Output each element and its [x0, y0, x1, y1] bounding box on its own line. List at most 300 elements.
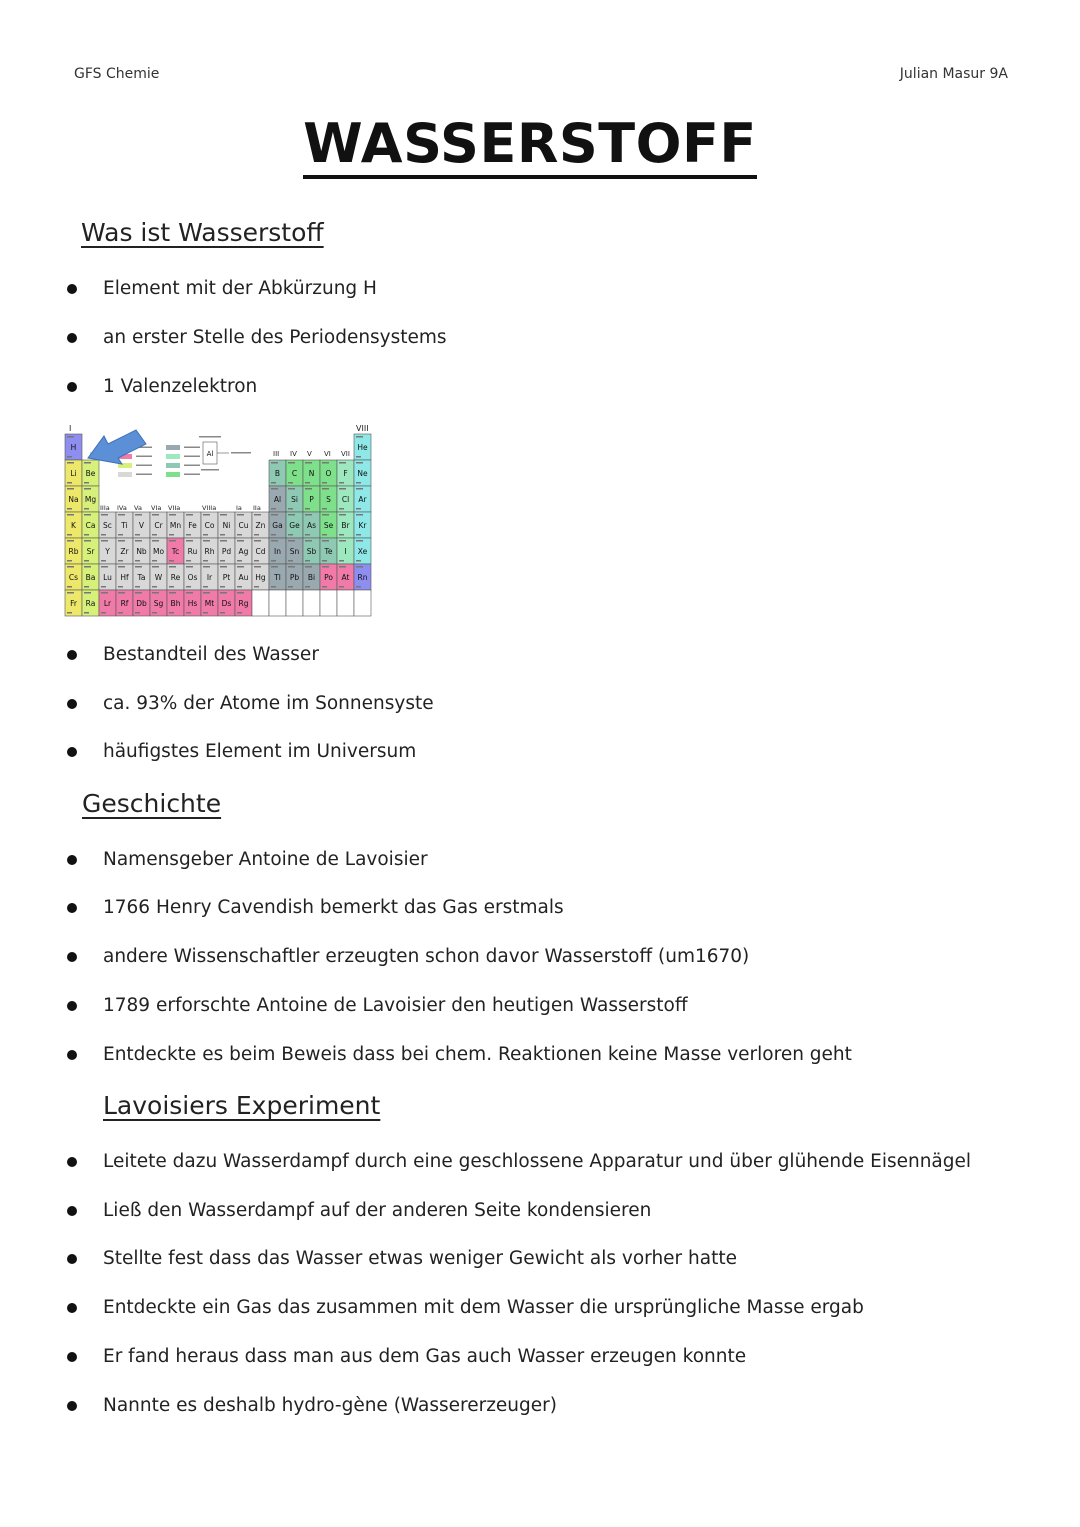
- element-symbol: Rn: [357, 573, 368, 582]
- mass-mark: [203, 566, 210, 568]
- element-symbol: Ni: [222, 521, 231, 530]
- bullet-dot: [67, 1206, 77, 1216]
- element-symbol: Sg: [153, 599, 164, 608]
- list-item: [60, 1147, 1060, 1177]
- number-mark: [339, 508, 344, 510]
- list-item: [60, 1342, 1060, 1372]
- mass-mark: [271, 540, 278, 542]
- mass-mark: [288, 462, 295, 464]
- element-symbol: Rh: [204, 547, 215, 556]
- mass-mark: [203, 540, 210, 542]
- element-symbol: O: [325, 469, 332, 478]
- mass-mark: [135, 540, 142, 542]
- element-symbol: Rg: [238, 599, 249, 608]
- mass-mark: [339, 488, 346, 490]
- element-symbol: Fe: [188, 521, 197, 530]
- mass-mark: [67, 540, 74, 542]
- subgroup-label: IVa: [117, 504, 127, 512]
- element-symbol: Ne: [357, 469, 368, 478]
- mass-mark: [305, 514, 312, 516]
- bullet-dot: [67, 1157, 77, 1167]
- element-symbol: Hg: [255, 573, 266, 582]
- number-mark: [67, 482, 72, 484]
- mass-mark: [101, 592, 108, 594]
- element-symbol: In: [274, 547, 281, 556]
- mass-mark: [356, 514, 363, 516]
- mass-mark: [305, 488, 312, 490]
- list-item: [60, 323, 1060, 353]
- list-item: [60, 737, 1060, 767]
- element-symbol: Cs: [68, 573, 79, 582]
- element-symbol: Ba: [85, 573, 96, 582]
- mass-mark: [356, 488, 363, 490]
- element-symbol: Te: [324, 547, 333, 556]
- mass-mark: [84, 488, 91, 490]
- number-mark: [322, 534, 327, 536]
- section-heading-geschichte: Geschichte: [82, 789, 222, 818]
- number-mark: [305, 534, 310, 536]
- mass-mark: [186, 566, 193, 568]
- periodic-table-svg: [64, 424, 372, 620]
- bullet-dot: [67, 650, 77, 660]
- element-symbol: Po: [324, 573, 333, 582]
- number-mark: [305, 586, 310, 588]
- mass-mark: [322, 488, 329, 490]
- element-symbol: Cu: [238, 521, 249, 530]
- mass-mark: [356, 462, 363, 464]
- legend-text-mark: [136, 456, 152, 458]
- list-item-text: ca. 93% der Atome im Sonnensyste: [103, 693, 434, 714]
- subgroup-label: Va: [134, 504, 142, 512]
- mass-mark: [305, 540, 312, 542]
- number-mark: [356, 482, 361, 484]
- mass-mark: [67, 462, 74, 464]
- mass-mark: [67, 436, 74, 438]
- mass-mark: [339, 514, 346, 516]
- list-item-text: Entdeckte es beim Beweis dass bei chem. Reaktionen keine Masse verloren geht: [103, 1044, 852, 1065]
- element-symbol: Lr: [103, 599, 112, 608]
- number-mark: [356, 560, 361, 562]
- mass-mark: [152, 566, 159, 568]
- element-symbol: Al: [273, 495, 282, 504]
- legend-text-mark: [184, 474, 200, 476]
- bullet-dot: [67, 1050, 77, 1060]
- element-symbol: Cl: [341, 495, 350, 504]
- mass-mark: [220, 514, 227, 516]
- mass-mark: [169, 592, 176, 594]
- number-mark: [67, 560, 72, 562]
- number-mark: [203, 560, 208, 562]
- number-mark: [322, 560, 327, 562]
- mass-mark: [169, 566, 176, 568]
- number-mark: [339, 534, 344, 536]
- group-label: VIII: [356, 424, 369, 433]
- number-mark: [152, 560, 157, 562]
- element-symbol: Mn: [169, 521, 182, 530]
- mass-mark: [101, 514, 108, 516]
- number-mark: [288, 508, 293, 510]
- header-subject: GFS Chemie: [74, 66, 160, 82]
- mass-mark: [118, 540, 125, 542]
- number-mark: [169, 534, 174, 536]
- element-symbol: Na: [68, 495, 79, 504]
- mass-mark: [169, 540, 176, 542]
- group-label: IV: [290, 450, 297, 458]
- element-symbol: Sr: [86, 547, 95, 556]
- legend-text-mark: [136, 465, 152, 467]
- mass-mark: [339, 540, 346, 542]
- number-mark: [356, 534, 361, 536]
- element-symbol: Br: [341, 521, 350, 530]
- mass-mark: [186, 514, 193, 516]
- element-symbol: Zn: [255, 521, 266, 530]
- page-title-text: WASSERSTOFF: [303, 113, 757, 179]
- number-mark: [220, 534, 225, 536]
- number-mark: [84, 612, 89, 614]
- mass-mark: [339, 566, 346, 568]
- number-mark: [118, 586, 123, 588]
- bullet-dot: [67, 1401, 77, 1411]
- bullet-dot: [67, 747, 77, 757]
- number-mark: [84, 586, 89, 588]
- list-item-text: Entdeckte ein Gas das zusammen mit dem Wasser die ursprüngliche Masse ergab: [103, 1297, 864, 1318]
- element-symbol: Au: [238, 573, 249, 582]
- number-mark: [152, 586, 157, 588]
- list-item-text: Er fand heraus dass man aus dem Gas auch Wasser erzeugen konnte: [103, 1346, 747, 1367]
- list-item-text: Leitete dazu Wasserdampf durch eine geschlossene Apparatur und über glühende Eisennägel: [103, 1151, 972, 1172]
- number-mark: [237, 560, 242, 562]
- element-symbol: Ti: [121, 521, 128, 530]
- mass-mark: [203, 592, 210, 594]
- group-label: VI: [324, 450, 331, 458]
- mass-mark: [237, 514, 244, 516]
- number-mark: [271, 586, 276, 588]
- number-mark: [271, 560, 276, 562]
- mass-mark: [322, 540, 329, 542]
- empty-cell: [337, 590, 354, 616]
- legend-text-mark: [184, 447, 200, 449]
- group-label: V: [307, 450, 312, 458]
- number-mark: [339, 482, 344, 484]
- element-symbol: Pd: [221, 547, 232, 556]
- element-symbol: Zr: [120, 547, 129, 556]
- element-symbol: Nb: [136, 547, 147, 556]
- mass-mark: [84, 514, 91, 516]
- mass-mark: [356, 540, 363, 542]
- number-mark: [271, 508, 276, 510]
- list-item-text: andere Wissenschaftler erzeugten schon davor Wasserstoff (um1670): [103, 946, 750, 967]
- header-author: Julian Masur 9A: [899, 66, 1008, 82]
- list-item-text: Ließ den Wasserdampf auf der anderen Seite kondensieren: [103, 1200, 652, 1221]
- number-mark: [186, 560, 191, 562]
- element-symbol: Ir: [206, 573, 213, 582]
- number-mark: [135, 612, 140, 614]
- mass-mark: [220, 540, 227, 542]
- mass-mark: [186, 540, 193, 542]
- mass-mark: [67, 566, 74, 568]
- number-mark: [135, 560, 140, 562]
- list-item: [60, 991, 1060, 1021]
- number-mark: [186, 534, 191, 536]
- mass-mark: [152, 540, 159, 542]
- element-symbol: Rb: [68, 547, 79, 556]
- number-mark: [254, 586, 259, 588]
- bullet-dot: [67, 1303, 77, 1313]
- number-mark: [220, 586, 225, 588]
- element-symbol: Li: [70, 469, 77, 478]
- element-symbol: Cd: [255, 547, 266, 556]
- bullet-dot: [67, 855, 77, 865]
- mass-mark: [271, 514, 278, 516]
- bullet-dot: [67, 1352, 77, 1362]
- mass-mark: [135, 514, 142, 516]
- mass-mark: [288, 514, 295, 516]
- number-mark: [67, 534, 72, 536]
- list-item-text: Nannte es deshalb hydro-gène (Wassererzeuger): [103, 1395, 557, 1416]
- mass-mark: [271, 462, 278, 464]
- element-symbol: F: [343, 469, 348, 478]
- list-item-text: 1 Valenzelektron: [103, 376, 258, 397]
- element-symbol: Co: [204, 521, 215, 530]
- list-item-text: Element mit der Abkürzung H: [103, 278, 377, 299]
- element-symbol: Ru: [187, 547, 198, 556]
- mass-mark: [288, 566, 295, 568]
- list-item: [60, 1293, 1060, 1323]
- subgroup-label: Ia: [236, 504, 242, 512]
- list-item: [60, 689, 1060, 719]
- element-symbol: Hs: [187, 599, 198, 608]
- empty-cell: [286, 590, 303, 616]
- element-symbol: At: [341, 573, 350, 582]
- list-item: [60, 274, 1060, 304]
- number-mark: [67, 456, 72, 458]
- mass-mark: [356, 436, 363, 438]
- number-mark: [356, 456, 361, 458]
- bullet-dot: [67, 1001, 77, 1011]
- page-title: [0, 112, 1060, 179]
- legend-swatch: [166, 445, 180, 450]
- element-symbol: Ag: [238, 547, 249, 556]
- number-mark: [101, 586, 106, 588]
- number-mark: [288, 534, 293, 536]
- element-symbol: Lu: [103, 573, 112, 582]
- number-mark: [203, 586, 208, 588]
- mass-mark: [237, 566, 244, 568]
- list-item-text: an erster Stelle des Periodensystems: [103, 327, 447, 348]
- number-mark: [237, 534, 242, 536]
- mass-mark: [254, 566, 261, 568]
- element-symbol: Mt: [204, 599, 215, 608]
- mass-mark: [322, 514, 329, 516]
- element-symbol: Pb: [289, 573, 300, 582]
- subgroup-label: VIIa: [168, 504, 181, 512]
- element-symbol: Mg: [84, 495, 97, 504]
- element-symbol: K: [71, 521, 76, 530]
- mass-mark: [118, 566, 125, 568]
- legend-text-mark: [201, 469, 219, 471]
- number-mark: [339, 560, 344, 562]
- number-mark: [288, 586, 293, 588]
- element-symbol: Tl: [274, 573, 281, 582]
- list-item-text: häufigstes Element im Universum: [103, 741, 417, 762]
- number-mark: [254, 560, 259, 562]
- list-item-text: 1789 erforschte Antoine de Lavoisier den heutigen Wasserstoff: [103, 995, 688, 1016]
- list-item-text: 1766 Henry Cavendish bemerkt das Gas erstmals: [103, 897, 564, 918]
- number-mark: [84, 508, 89, 510]
- mass-mark: [135, 566, 142, 568]
- legend-swatch: [118, 472, 132, 477]
- mass-mark: [67, 592, 74, 594]
- element-symbol: W: [154, 573, 163, 582]
- number-mark: [84, 534, 89, 536]
- legend-text-mark: [184, 456, 200, 458]
- element-symbol: H: [70, 443, 77, 452]
- number-mark: [203, 612, 208, 614]
- mass-mark: [186, 592, 193, 594]
- element-symbol: C: [291, 469, 298, 478]
- legend-swatch: [166, 472, 180, 477]
- number-mark: [118, 534, 123, 536]
- element-symbol: He: [357, 443, 368, 452]
- list-item: [60, 1040, 1060, 1070]
- number-mark: [67, 508, 72, 510]
- mass-mark: [101, 540, 108, 542]
- legend-text-mark: [184, 465, 200, 467]
- element-symbol: Bh: [170, 599, 181, 608]
- element-symbol: Fr: [70, 599, 77, 608]
- number-mark: [169, 612, 174, 614]
- number-mark: [84, 560, 89, 562]
- mass-mark: [67, 488, 74, 490]
- number-mark: [152, 612, 157, 614]
- legend-sample-symbol: Al: [206, 450, 214, 458]
- number-mark: [322, 482, 327, 484]
- mass-mark: [339, 462, 346, 464]
- mass-mark: [271, 566, 278, 568]
- bullet-dot: [67, 903, 77, 913]
- element-symbol: Ds: [221, 599, 232, 608]
- number-mark: [356, 508, 361, 510]
- mass-mark: [220, 566, 227, 568]
- number-mark: [135, 534, 140, 536]
- element-symbol: Mo: [152, 547, 165, 556]
- element-symbol: Re: [170, 573, 181, 582]
- subgroup-label: VIa: [151, 504, 162, 512]
- element-symbol: Ge: [289, 521, 300, 530]
- number-mark: [203, 534, 208, 536]
- bullet-dot: [67, 382, 77, 392]
- number-mark: [67, 612, 72, 614]
- mass-mark: [288, 540, 295, 542]
- group-label: III: [273, 450, 280, 458]
- number-mark: [118, 612, 123, 614]
- mass-mark: [67, 514, 74, 516]
- element-symbol: Ga: [272, 521, 283, 530]
- number-mark: [322, 586, 327, 588]
- element-symbol: P: [309, 495, 314, 504]
- number-mark: [356, 586, 361, 588]
- bullet-dot: [67, 333, 77, 343]
- number-mark: [305, 482, 310, 484]
- element-symbol: Y: [105, 547, 110, 556]
- legend-text-mark: [199, 436, 221, 438]
- subgroup-label: IIa: [253, 504, 261, 512]
- list-item: [60, 372, 1060, 402]
- subgroup-label: IIIa: [100, 504, 110, 512]
- element-symbol: Hf: [120, 573, 129, 582]
- mass-mark: [254, 540, 261, 542]
- number-mark: [152, 534, 157, 536]
- number-mark: [339, 586, 344, 588]
- group-label: I: [69, 424, 72, 433]
- element-symbol: N: [308, 469, 315, 478]
- element-symbol: Pt: [222, 573, 231, 582]
- list-item-text: Bestandteil des Wasser: [103, 644, 319, 665]
- legend-swatch: [166, 463, 180, 468]
- element-symbol: Sn: [289, 547, 300, 556]
- element-symbol: Se: [323, 521, 334, 530]
- group-label: VII: [341, 450, 350, 458]
- element-symbol: Be: [85, 469, 96, 478]
- empty-cell: [303, 590, 320, 616]
- number-mark: [237, 586, 242, 588]
- element-symbol: Ar: [358, 495, 367, 504]
- mass-mark: [101, 566, 108, 568]
- number-mark: [288, 560, 293, 562]
- element-symbol: Kr: [358, 521, 367, 530]
- list-item-text: Stellte fest dass das Wasser etwas weniger Gewicht als vorher hatte: [103, 1248, 737, 1269]
- mass-mark: [220, 592, 227, 594]
- bullet-dot: [67, 699, 77, 709]
- element-symbol: Sc: [103, 521, 112, 530]
- list-item-text: Namensgeber Antoine de Lavoisier: [103, 849, 428, 870]
- number-mark: [271, 534, 276, 536]
- subgroup-label: VIIIa: [202, 504, 217, 512]
- mass-mark: [356, 566, 363, 568]
- mass-mark: [237, 592, 244, 594]
- mass-mark: [152, 592, 159, 594]
- number-mark: [169, 560, 174, 562]
- element-symbol: I: [344, 547, 347, 556]
- number-mark: [288, 482, 293, 484]
- element-symbol: As: [306, 521, 317, 530]
- mass-mark: [305, 566, 312, 568]
- mass-mark: [84, 540, 91, 542]
- empty-cell: [320, 590, 337, 616]
- list-item: [60, 1391, 1060, 1421]
- number-mark: [305, 560, 310, 562]
- element-symbol: Ca: [85, 521, 96, 530]
- number-mark: [101, 560, 106, 562]
- mass-mark: [305, 462, 312, 464]
- element-symbol: Os: [187, 573, 198, 582]
- number-mark: [135, 586, 140, 588]
- arrow-icon: [88, 430, 146, 464]
- mass-mark: [118, 514, 125, 516]
- section-heading-was-ist: Was ist Wasserstoff: [81, 218, 324, 247]
- mass-mark: [237, 540, 244, 542]
- mass-mark: [322, 566, 329, 568]
- empty-cell: [252, 590, 269, 616]
- empty-cell: [354, 590, 371, 616]
- mass-mark: [135, 592, 142, 594]
- list-item: [60, 1244, 1060, 1274]
- element-symbol: Db: [136, 599, 147, 608]
- section-heading-experiment: Lavoisiers Experiment: [103, 1091, 381, 1120]
- number-mark: [186, 612, 191, 614]
- legend-text-mark: [136, 474, 152, 476]
- element-symbol: Ta: [137, 573, 146, 582]
